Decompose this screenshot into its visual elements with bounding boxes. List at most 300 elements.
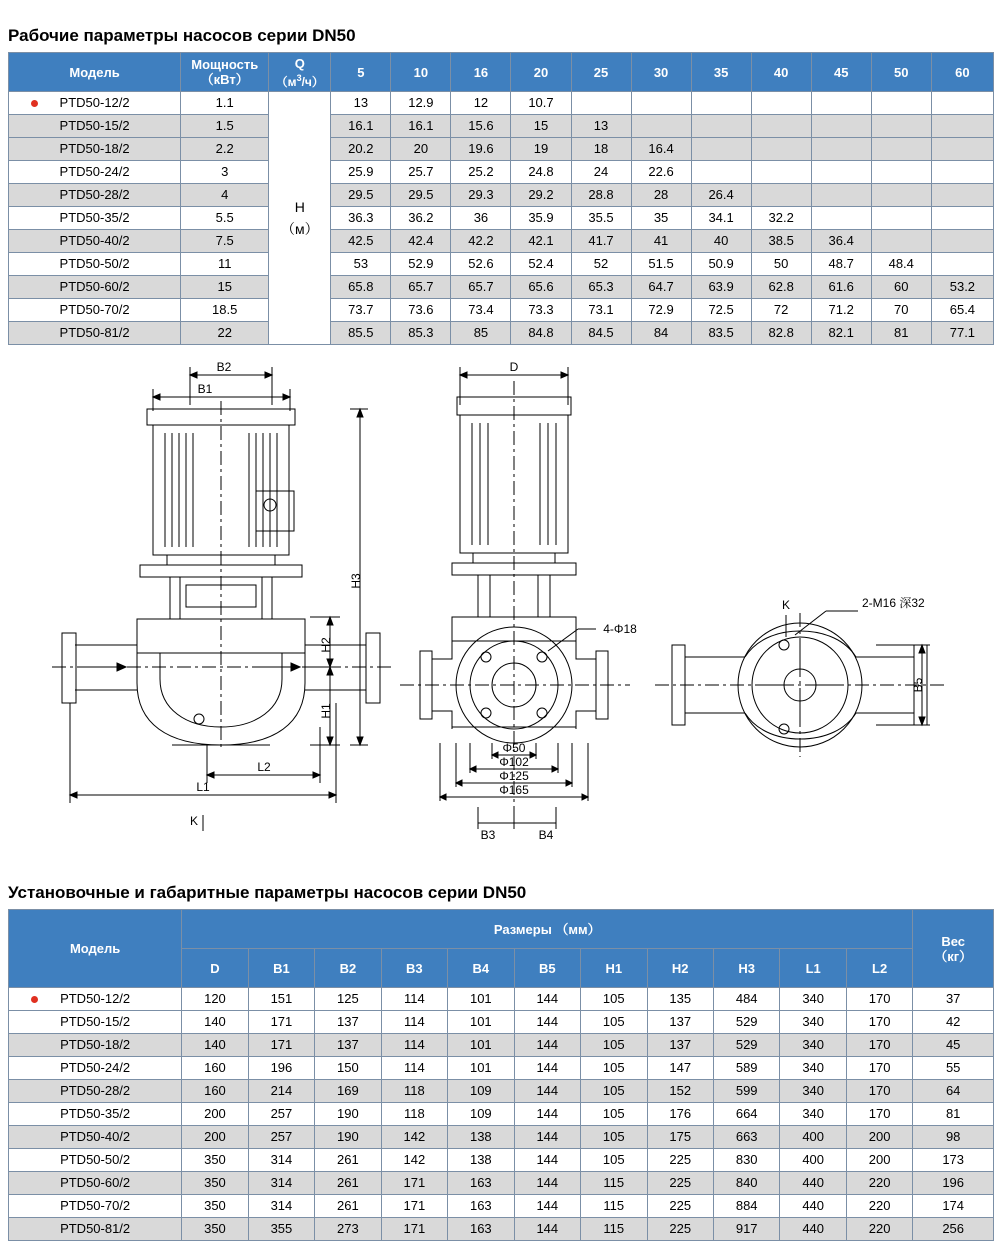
cell: 160 — [182, 1080, 248, 1103]
row-power: 15 — [181, 276, 269, 299]
cell: 52 — [571, 253, 631, 276]
dimensions-body — [9, 988, 994, 1241]
row-model: PTD50-18/2 — [9, 138, 181, 161]
cell: 77.1 — [931, 322, 993, 345]
cell: 163 — [448, 1218, 514, 1241]
cell: 109 — [448, 1103, 514, 1126]
cell: 170 — [846, 1034, 912, 1057]
cell — [691, 138, 751, 161]
cell: 42.1 — [511, 230, 571, 253]
cell: 599 — [713, 1080, 779, 1103]
row-weight: 196 — [913, 1172, 994, 1195]
label-phi125: Φ125 — [499, 769, 529, 783]
row-power: 5.5 — [181, 207, 269, 230]
cell: 160 — [182, 1057, 248, 1080]
cell — [631, 92, 691, 115]
row-model: PTD50-24/2 — [9, 161, 181, 184]
row-weight: 64 — [913, 1080, 994, 1103]
cell: 917 — [713, 1218, 779, 1241]
cell — [751, 115, 811, 138]
row-weight: 55 — [913, 1057, 994, 1080]
cell — [871, 138, 931, 161]
dim-header-sizes: Размеры （мм） — [182, 910, 913, 949]
cell — [691, 92, 751, 115]
row-weight: 45 — [913, 1034, 994, 1057]
cell: 83.5 — [691, 322, 751, 345]
cell: 440 — [780, 1218, 846, 1241]
cell: 350 — [182, 1172, 248, 1195]
cell: 70 — [871, 299, 931, 322]
cell: 169 — [315, 1080, 381, 1103]
dim-header-L2: L2 — [846, 949, 912, 988]
row-model: PTD50-35/2 — [9, 207, 181, 230]
row-power: 18.5 — [181, 299, 269, 322]
cell: 81 — [871, 322, 931, 345]
cell: 105 — [581, 1034, 647, 1057]
row-model: PTD50-15/2 — [9, 1011, 182, 1034]
row-marker-icon — [31, 996, 38, 1003]
cell: 48.4 — [871, 253, 931, 276]
cell: 42.2 — [451, 230, 511, 253]
header-flow-50: 50 — [871, 53, 931, 92]
dimensions-header-row-1 — [9, 910, 994, 949]
cell: 65.7 — [451, 276, 511, 299]
header-power — [181, 53, 269, 92]
table-row — [9, 1126, 994, 1149]
cell: 24 — [571, 161, 631, 184]
cell — [691, 161, 751, 184]
dim-header-weight — [913, 910, 994, 988]
cell — [811, 138, 871, 161]
header-flow-35: 35 — [691, 53, 751, 92]
cell: 20.2 — [331, 138, 391, 161]
cell — [811, 115, 871, 138]
cell: 144 — [514, 1080, 580, 1103]
cell: 16.1 — [331, 115, 391, 138]
row-power: 22 — [181, 322, 269, 345]
cell: 115 — [581, 1218, 647, 1241]
label-h2: H2 — [319, 637, 333, 653]
cell: 34.1 — [691, 207, 751, 230]
row-model: PTD50-50/2 — [9, 253, 181, 276]
cell: 200 — [846, 1126, 912, 1149]
table-row — [9, 276, 994, 299]
header-flow-30: 30 — [631, 53, 691, 92]
cell — [871, 184, 931, 207]
cell: 225 — [647, 1218, 713, 1241]
cell: 118 — [381, 1080, 447, 1103]
cell: 65.4 — [931, 299, 993, 322]
cell: 29.2 — [511, 184, 571, 207]
dimensions-title: Установочные и габаритные параметры насосов серии DN50 — [8, 883, 527, 902]
label-phi102: Φ102 — [499, 755, 529, 769]
cell: 340 — [780, 1080, 846, 1103]
cell — [871, 115, 931, 138]
cell: 72.5 — [691, 299, 751, 322]
dim-header-H2: H2 — [647, 949, 713, 988]
cell: 16.4 — [631, 138, 691, 161]
row-power: 1.5 — [181, 115, 269, 138]
cell: 142 — [381, 1149, 447, 1172]
cell: 19 — [511, 138, 571, 161]
cell: 144 — [514, 1149, 580, 1172]
cell: 40 — [691, 230, 751, 253]
row-weight: 98 — [913, 1126, 994, 1149]
row-power: 2.2 — [181, 138, 269, 161]
cell: 200 — [182, 1126, 248, 1149]
cell: 52.9 — [391, 253, 451, 276]
cell: 52.6 — [451, 253, 511, 276]
cell: 72 — [751, 299, 811, 322]
row-model: PTD50-70/2 — [9, 299, 181, 322]
cell: 118 — [381, 1103, 447, 1126]
label-thread: 2-M16 深32 — [862, 596, 925, 610]
cell: 15.6 — [451, 115, 511, 138]
row-power: 3 — [181, 161, 269, 184]
cell: 170 — [846, 1057, 912, 1080]
cell: 171 — [248, 1011, 314, 1034]
table-row — [9, 1034, 994, 1057]
cell — [811, 161, 871, 184]
header-flow-60: 60 — [931, 53, 993, 92]
row-power: 11 — [181, 253, 269, 276]
row-model: PTD50-12/2 — [9, 92, 181, 115]
cell: 350 — [182, 1218, 248, 1241]
cell: 42.4 — [391, 230, 451, 253]
cell: 137 — [647, 1034, 713, 1057]
header-flow-40: 40 — [751, 53, 811, 92]
cell: 65.6 — [511, 276, 571, 299]
cell: 10.7 — [511, 92, 571, 115]
cell: 170 — [846, 988, 912, 1011]
cell: 26.4 — [691, 184, 751, 207]
label-l1: L1 — [196, 780, 210, 794]
cell: 35.5 — [571, 207, 631, 230]
cell: 28 — [631, 184, 691, 207]
cell: 73.4 — [451, 299, 511, 322]
cell — [751, 92, 811, 115]
cell: 64.7 — [631, 276, 691, 299]
cell: 144 — [514, 1195, 580, 1218]
cell: 273 — [315, 1218, 381, 1241]
cell — [931, 207, 993, 230]
cell: 135 — [647, 988, 713, 1011]
cell: 340 — [780, 1057, 846, 1080]
cell: 220 — [846, 1172, 912, 1195]
cell: 62.8 — [751, 276, 811, 299]
row-model: PTD50-12/2 — [9, 988, 182, 1011]
cell: 214 — [248, 1080, 314, 1103]
cell: 115 — [581, 1195, 647, 1218]
cell: 12 — [451, 92, 511, 115]
row-model: PTD50-81/2 — [9, 322, 181, 345]
cell: 51.5 — [631, 253, 691, 276]
cell: 171 — [381, 1172, 447, 1195]
cell — [871, 161, 931, 184]
cell: 19.6 — [451, 138, 511, 161]
cell: 400 — [780, 1126, 846, 1149]
cell: 440 — [780, 1195, 846, 1218]
row-power: 4 — [181, 184, 269, 207]
row-model: PTD50-81/2 — [9, 1218, 182, 1241]
table-row — [9, 299, 994, 322]
cell: 140 — [182, 1034, 248, 1057]
cell: 170 — [846, 1011, 912, 1034]
row-marker-icon — [31, 100, 38, 107]
dim-header-model: Модель — [9, 910, 182, 988]
row-model: PTD50-40/2 — [9, 230, 181, 253]
cell: 170 — [846, 1080, 912, 1103]
cell: 63.9 — [691, 276, 751, 299]
cell: 114 — [381, 1057, 447, 1080]
cell: 137 — [315, 1034, 381, 1057]
table-row — [9, 230, 994, 253]
label-b2: B2 — [216, 360, 232, 374]
table-row — [9, 988, 994, 1011]
cell: 529 — [713, 1034, 779, 1057]
performance-table — [8, 52, 994, 345]
cell — [871, 92, 931, 115]
cell: 105 — [581, 1057, 647, 1080]
cell: 42.5 — [331, 230, 391, 253]
cell: 144 — [514, 988, 580, 1011]
cell: 147 — [647, 1057, 713, 1080]
dim-header-H3: H3 — [713, 949, 779, 988]
dim-header-B2: B2 — [315, 949, 381, 988]
cell: 25.9 — [331, 161, 391, 184]
cell: 529 — [713, 1011, 779, 1034]
cell: 53.2 — [931, 276, 993, 299]
cell: 355 — [248, 1218, 314, 1241]
cell: 314 — [248, 1149, 314, 1172]
cell: 24.8 — [511, 161, 571, 184]
cell: 220 — [846, 1218, 912, 1241]
label-holes: 4-Φ18 — [603, 622, 637, 636]
cell: 20 — [391, 138, 451, 161]
label-k-right: K — [781, 598, 791, 612]
cell: 115 — [581, 1172, 647, 1195]
dim-header-H1: H1 — [581, 949, 647, 988]
cell: 150 — [315, 1057, 381, 1080]
cell: 36.2 — [391, 207, 451, 230]
cell: 350 — [182, 1195, 248, 1218]
cell — [811, 92, 871, 115]
cell — [931, 230, 993, 253]
header-power-line2: （кВт） — [200, 72, 249, 87]
cell: 138 — [448, 1149, 514, 1172]
cell: 32.2 — [751, 207, 811, 230]
cell: 85.3 — [391, 322, 451, 345]
table-row — [9, 115, 994, 138]
header-flow-16: 16 — [451, 53, 511, 92]
cell: 18 — [571, 138, 631, 161]
cell — [871, 207, 931, 230]
cell: 25.2 — [451, 161, 511, 184]
cell: 101 — [448, 1011, 514, 1034]
table-row — [9, 161, 994, 184]
cell: 144 — [514, 1103, 580, 1126]
table-row — [9, 1057, 994, 1080]
header-model: Модель — [9, 53, 181, 92]
cell: 144 — [514, 1126, 580, 1149]
cell: 36 — [451, 207, 511, 230]
cell: 84.8 — [511, 322, 571, 345]
dim-header-L1: L1 — [780, 949, 846, 988]
header-flow — [269, 53, 331, 92]
cell: 36.4 — [811, 230, 871, 253]
row-weight: 256 — [913, 1218, 994, 1241]
cell: 261 — [315, 1172, 381, 1195]
cell: 65.3 — [571, 276, 631, 299]
cell: 340 — [780, 988, 846, 1011]
head-unit-cell: H （м） — [269, 92, 331, 345]
cell: 171 — [248, 1034, 314, 1057]
cell: 196 — [248, 1057, 314, 1080]
cell: 225 — [647, 1149, 713, 1172]
cell: 82.8 — [751, 322, 811, 345]
cell — [931, 184, 993, 207]
row-model: PTD50-60/2 — [9, 276, 181, 299]
cell: 163 — [448, 1172, 514, 1195]
cell: 340 — [780, 1103, 846, 1126]
cell: 114 — [381, 1034, 447, 1057]
cell: 29.5 — [331, 184, 391, 207]
cell: 73.6 — [391, 299, 451, 322]
row-model: PTD50-28/2 — [9, 1080, 182, 1103]
cell: 65.8 — [331, 276, 391, 299]
cell: 120 — [182, 988, 248, 1011]
cell: 105 — [581, 1126, 647, 1149]
cell: 29.5 — [391, 184, 451, 207]
dimensions-table — [8, 909, 994, 1241]
row-power: 1.1 — [181, 92, 269, 115]
cell: 85.5 — [331, 322, 391, 345]
header-flow-45: 45 — [811, 53, 871, 92]
cell — [871, 230, 931, 253]
cell — [931, 138, 993, 161]
cell: 109 — [448, 1080, 514, 1103]
cell: 22.6 — [631, 161, 691, 184]
row-weight: 42 — [913, 1011, 994, 1034]
cell: 144 — [514, 1034, 580, 1057]
table-row — [9, 184, 994, 207]
cell: 151 — [248, 988, 314, 1011]
cell: 200 — [846, 1149, 912, 1172]
cell: 84.5 — [571, 322, 631, 345]
cell: 73.1 — [571, 299, 631, 322]
cell: 50 — [751, 253, 811, 276]
cell: 125 — [315, 988, 381, 1011]
label-b1: B1 — [197, 382, 213, 396]
cell: 314 — [248, 1195, 314, 1218]
cell: 25.7 — [391, 161, 451, 184]
cell: 35.9 — [511, 207, 571, 230]
header-flow-line1: Q — [294, 55, 305, 71]
table-row — [9, 1218, 994, 1241]
label-b4: B4 — [538, 828, 554, 842]
cell — [571, 92, 631, 115]
header-power-line1: Мощность — [191, 57, 259, 72]
cell: 13 — [331, 92, 391, 115]
cell: 144 — [514, 1172, 580, 1195]
cell: 170 — [846, 1103, 912, 1126]
cell: 200 — [182, 1103, 248, 1126]
cell: 589 — [713, 1057, 779, 1080]
cell: 400 — [780, 1149, 846, 1172]
dim-header-D: D — [182, 949, 248, 988]
cell: 35 — [631, 207, 691, 230]
row-weight: 173 — [913, 1149, 994, 1172]
cell: 171 — [381, 1218, 447, 1241]
performance-header-row — [9, 53, 994, 92]
cell: 15 — [511, 115, 571, 138]
cell: 84 — [631, 322, 691, 345]
row-power: 7.5 — [181, 230, 269, 253]
cell: 261 — [315, 1195, 381, 1218]
cell: 82.1 — [811, 322, 871, 345]
row-model: PTD50-35/2 — [9, 1103, 182, 1126]
row-model: PTD50-15/2 — [9, 115, 181, 138]
cell: 60 — [871, 276, 931, 299]
cell: 114 — [381, 1011, 447, 1034]
cell: 61.6 — [811, 276, 871, 299]
cell — [931, 161, 993, 184]
dimensions-section — [0, 865, 1000, 1241]
cell: 163 — [448, 1195, 514, 1218]
cell: 16.1 — [391, 115, 451, 138]
cell: 48.7 — [811, 253, 871, 276]
cell: 71.2 — [811, 299, 871, 322]
row-weight: 81 — [913, 1103, 994, 1126]
label-b3: B3 — [480, 828, 496, 842]
dim-header-weight-line2: （кг） — [934, 948, 973, 964]
cell — [751, 138, 811, 161]
cell: 340 — [780, 1011, 846, 1034]
dim-header-B4: B4 — [448, 949, 514, 988]
cell — [751, 184, 811, 207]
cell: 175 — [647, 1126, 713, 1149]
cell: 257 — [248, 1103, 314, 1126]
cell: 13 — [571, 115, 631, 138]
performance-body — [9, 92, 994, 345]
cell — [931, 115, 993, 138]
cell: 38.5 — [751, 230, 811, 253]
cell: 50.9 — [691, 253, 751, 276]
table-row — [9, 1149, 994, 1172]
cell: 36.3 — [331, 207, 391, 230]
row-model: PTD50-18/2 — [9, 1034, 182, 1057]
table-row — [9, 138, 994, 161]
cell: 73.3 — [511, 299, 571, 322]
cell: 105 — [581, 1080, 647, 1103]
dim-header-weight-line1: Вес — [941, 933, 966, 949]
label-l2: L2 — [257, 760, 271, 774]
cell: 340 — [780, 1034, 846, 1057]
cell: 53 — [331, 253, 391, 276]
dim-header-B5: B5 — [514, 949, 580, 988]
row-weight: 37 — [913, 988, 994, 1011]
cell — [931, 253, 993, 276]
label-h1: H1 — [319, 703, 333, 719]
label-h3: H3 — [349, 573, 363, 589]
header-flow-25: 25 — [571, 53, 631, 92]
cell: 152 — [647, 1080, 713, 1103]
cell — [931, 92, 993, 115]
cell: 884 — [713, 1195, 779, 1218]
technical-drawing — [0, 345, 1000, 865]
cell: 28.8 — [571, 184, 631, 207]
cell: 840 — [713, 1172, 779, 1195]
